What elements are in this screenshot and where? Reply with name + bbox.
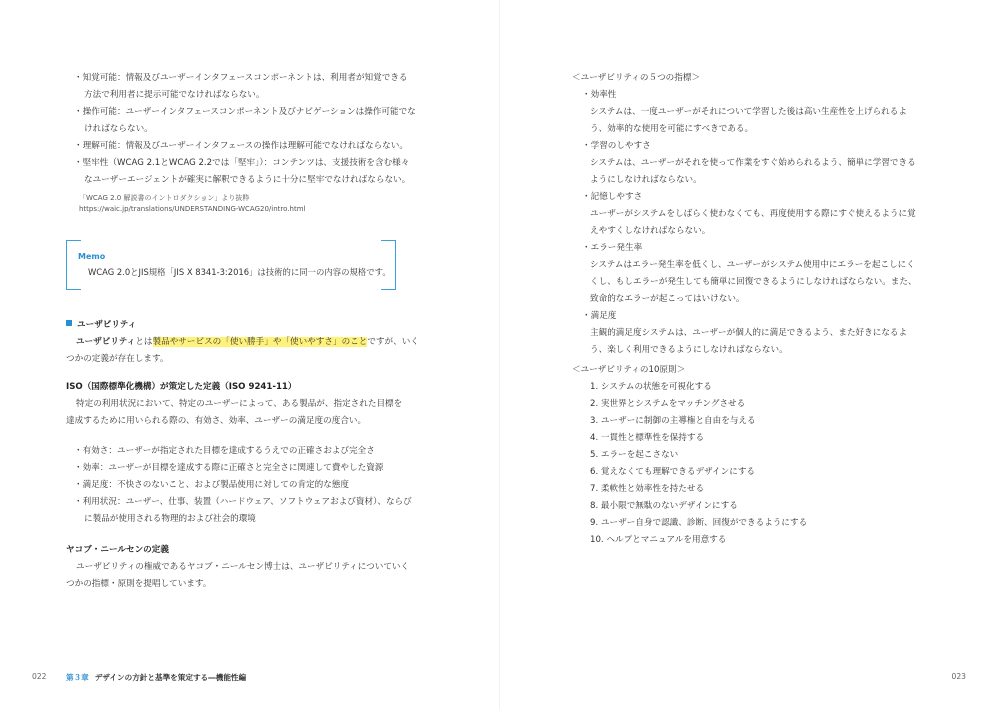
chapter-running-head bbox=[66, 672, 246, 683]
indicator-desc: う、効率的な使用を可能にすべきである。 bbox=[590, 124, 754, 134]
indicator-desc: システムは、一度ユーザーがそれについて学習した後は高い生産性を上げられるよ bbox=[590, 107, 907, 117]
indicator-desc: 致命的なエラーが起こってはいけない。 bbox=[590, 294, 745, 304]
source-url: https://waic.jp/translations/UNDERSTANDING-WCAG20/intro.html bbox=[79, 205, 306, 213]
heuristic-item: 7. 柔軟性と効率性を持たせる bbox=[590, 484, 705, 494]
indicators-title: ＜ユーザビリティの５つの指標＞ bbox=[572, 73, 701, 83]
iso-body-line: 達成するために用いられる際の、有効さ、効率、ユーザーの満足度の度合い。 bbox=[66, 416, 367, 426]
indicator-desc: くし、もしエラーが発生しても簡単に回復できるようにしなければならない。また、 bbox=[590, 277, 917, 287]
heuristic-item: 5. エラーを起こさない bbox=[590, 450, 679, 460]
indicator-desc: ようにしなければならない。 bbox=[590, 175, 702, 185]
highlighted-text: 製品やサービスの「使い勝手」や「使いやすさ」のこと bbox=[152, 337, 368, 347]
indicator-name: ・満足度 bbox=[582, 311, 617, 321]
usability-section bbox=[66, 317, 419, 368]
indicator-desc: システムはエラー発生率を低くし、ユーザーがシステム使用中にエラーを起こしにく bbox=[590, 260, 915, 270]
nielsen-body-line: ユーザビリティの権威であるヤコブ・ニールセン博士は、ユーザビリティについていく bbox=[76, 562, 410, 572]
usability-intro: ユーザビリティとは製品やサービスの「使い勝手」や「使いやすさ」のことですが、いく bbox=[76, 337, 419, 347]
heuristic-item: 1. システムの状態を可視化する bbox=[590, 382, 712, 392]
iso-heading: ISO（国際標準化機構）が策定した定義（ISO 9241-11） bbox=[66, 382, 297, 392]
principle-perceivable-cont: 方法で利用者に提示可能でなければならない。 bbox=[84, 90, 265, 100]
heuristic-item: 2. 実世界とシステムをマッチングさせる bbox=[590, 399, 746, 409]
memo-title: Memo bbox=[78, 252, 106, 261]
heuristics-title: ＜ユーザビリティの10原則＞ bbox=[572, 365, 686, 375]
nielsen-heading: ヤコブ・ニールセンの定義 bbox=[66, 545, 169, 555]
heuristic-item: 4. 一貫性と標準性を保持する bbox=[590, 433, 705, 443]
memo-box bbox=[66, 240, 396, 290]
indicators-section bbox=[572, 70, 917, 359]
iso-item-satisfaction: ・満足度：不快さのないこと、および製品使用に対しての肯定的な態度 bbox=[74, 480, 350, 490]
memo-text: WCAG 2.0とJIS規格「JIS X 8341-3:2016」は技術的に同一の内容の規格です。 bbox=[88, 267, 391, 277]
memo-corner bbox=[66, 275, 81, 290]
indicator-desc: システムは、ユーザーがそれを使って作業をすぐ始められるよう、簡単に学習できる bbox=[590, 158, 916, 168]
indicator-desc: ユーザーがシステムをしばらく使わなくても、再度使用する際にすぐ使えるように覚 bbox=[590, 209, 916, 219]
usability-heading: ユーザビリティ bbox=[66, 317, 419, 334]
principle-perceivable: ・知覚可能：情報及びユーザーインタフェースコンポーネントは、利用者が知覚できる bbox=[74, 73, 408, 83]
iso-items-list bbox=[74, 443, 412, 528]
heuristic-item: 10. ヘルプとマニュアルを用意する bbox=[590, 535, 727, 545]
heuristic-item: 9. ユーザー自身で認識、診断、回復ができるようにする bbox=[590, 518, 808, 528]
page-number-left: 022 bbox=[32, 672, 47, 681]
indicator-name: ・学習のしやすさ bbox=[582, 141, 651, 151]
iso-item-context-cont: に製品が使用される物理的および社会的環境 bbox=[84, 514, 256, 524]
iso-section bbox=[66, 379, 402, 430]
square-bullet-icon bbox=[66, 320, 72, 326]
nielsen-section bbox=[66, 542, 409, 593]
memo-corner bbox=[381, 240, 396, 255]
iso-item-efficiency: ・効率：ユーザーが目標を達成する際に正確さと完全さに関連して費やした資源 bbox=[74, 463, 384, 473]
indicator-name: ・エラー発生率 bbox=[582, 243, 643, 253]
chapter-number: 第３章 bbox=[66, 673, 89, 682]
usability-intro-cont: つかの定義が存在します。 bbox=[66, 354, 169, 364]
page-number-right: 023 bbox=[951, 672, 966, 681]
iso-body-line: 特定の利用状況において、特定のユーザーによって、ある製品が、指定された目標を bbox=[76, 399, 403, 409]
indicator-desc: えやすくしなければならない。 bbox=[590, 226, 711, 236]
principle-robust-cont: なユーザーエージェントが確実に解釈できるように十分に堅牢でなければならない。 bbox=[84, 175, 411, 185]
indicator-desc: う、楽しく利用できるようにしなければならない。 bbox=[590, 345, 788, 355]
indicator-name: ・記憶しやすさ bbox=[582, 192, 643, 202]
principle-understandable: ・理解可能：情報及びユーザーインタフェースの操作は理解可能でなければならない。 bbox=[74, 141, 408, 151]
nielsen-body-line: つかの指標・原則を提唱しています。 bbox=[66, 579, 212, 589]
heuristic-item: 6. 覚えなくても理解できるデザインにする bbox=[590, 467, 756, 477]
indicator-name: ・効率性 bbox=[582, 90, 617, 100]
principle-operable: ・操作可能：ユーザーインタフェースコンポーネント及びナビゲーションは操作可能でな bbox=[74, 107, 416, 117]
iso-item-effectiveness: ・有効さ：ユーザーが指定された目標を達成するうえでの正確さおよび完全さ bbox=[74, 446, 375, 456]
source-title: 「WCAG 2.0 解説書のイントロダクション」より抜粋 bbox=[79, 194, 250, 202]
heuristic-item: 3. ユーザーに制御の主導権と自由を与える bbox=[590, 416, 756, 426]
indicator-desc: 主観的満足度システムは、ユーザーが個人的に満足できるよう、また好きになるよ bbox=[590, 328, 908, 338]
principle-operable-cont: ければならない。 bbox=[84, 124, 153, 134]
chapter-title: デザインの方針と基準を策定する―機能性編 bbox=[94, 673, 247, 682]
heuristics-section bbox=[572, 362, 807, 549]
source-citation bbox=[79, 193, 305, 215]
principle-robust: ・堅牢性（WCAG 2.1とWCAG 2.2では「堅牢」）：コンテンツは、支援技術を含む様々 bbox=[74, 158, 410, 168]
iso-item-context: ・利用状況：ユーザー、仕事、装置（ハードウェア、ソフトウェアおよび資材）、ならび bbox=[74, 497, 412, 507]
wcag-principles-list bbox=[74, 70, 416, 189]
heuristic-item: 8. 最小限で無駄のないデザインにする bbox=[590, 501, 738, 511]
right-page bbox=[500, 0, 1000, 709]
